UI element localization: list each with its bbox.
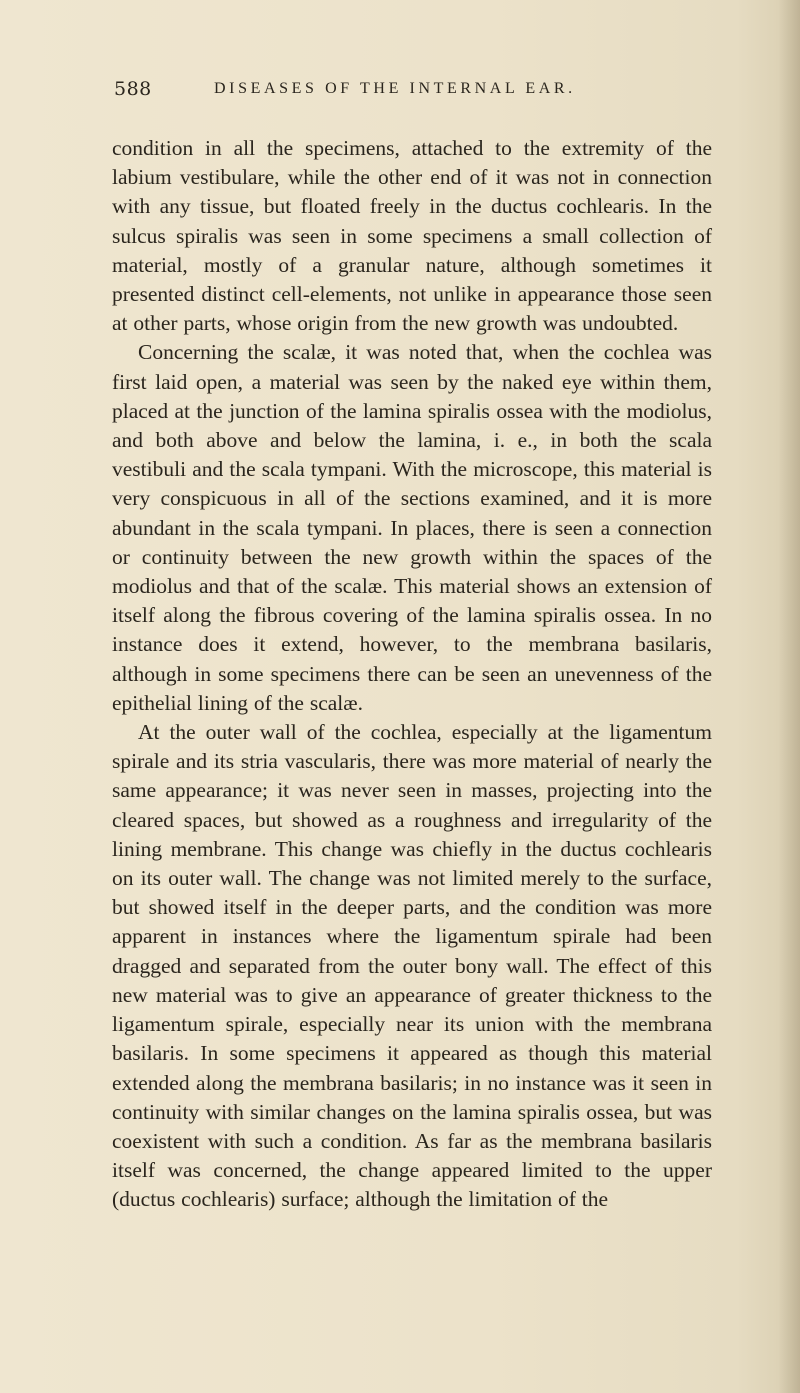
- body-text: [112, 134, 712, 1215]
- paragraph-2: Concerning the scalæ, it was noted that, when the cochlea was first laid open, a material was seen by the naked eye within them, placed at the junction of the lamina spiralis ossea with the modiolus, and both above and below the lamina, i. e., in both the scala vestibuli and the scala tympani. With the microscope, this material is very conspicuous in all of the sections examined, and it is more abundant in the scala tympani. In places, there is seen a connection or continuity between the new growth within the spaces of the modiolus and that of the scalæ. This material shows an extension of itself along the fibrous covering of the lamina spiralis ossea. In no instance does it extend, however, to the membrana basilaris, although in some specimens there can be seen an unevenness of the epithelial lining of the scalæ.: [112, 340, 712, 715]
- paragraph-1: condition in all the specimens, attached to the extremity of the labium vestibulare, while the other end of it was not in connection with any tissue, but floated freely in the ductus cochlearis. In the sulcus spiralis was seen in some specimens a small collection of material, mostly of a granular nature, although sometimes it presented distinct cell-elements, not unlike in appearance those seen at other parts, whose origin from the new growth was undoubted.: [112, 136, 712, 336]
- running-head: DISEASES OF THE INTERNAL EAR.: [214, 80, 576, 97]
- page-header: [114, 78, 674, 108]
- page-edge-shadow: [778, 0, 800, 1393]
- paragraph-3: At the outer wall of the cochlea, especially at the ligamentum spirale and its stria vascularis, there was more material of nearly the same appearance; it was never seen in masses, projecting into the cleared spaces, but showed as a roughness and irregularity of the lining membrane. This change was chiefly in the ductus cochlearis on its outer wall. The change was not limited merely to the surface, but showed itself in the deeper parts, and the condition was more apparent in instances where the ligamentum spirale had been dragged and separated from the outer bony wall. The effect of this new material was to give an appearance of greater thickness to the ligamentum spirale, especially near its union with the membrana basilaris. In some specimens it appeared as though this material extended along the membrana basilaris; in no instance was it seen in continuity with similar changes on the lamina spiralis ossea, but was coexistent with such a condition. As far as the membrana basilaris itself was concerned, the change appeared limited to the upper (ductus cochlearis) surface; although the limitation of the: [112, 720, 712, 1212]
- page-number: 588: [114, 78, 152, 100]
